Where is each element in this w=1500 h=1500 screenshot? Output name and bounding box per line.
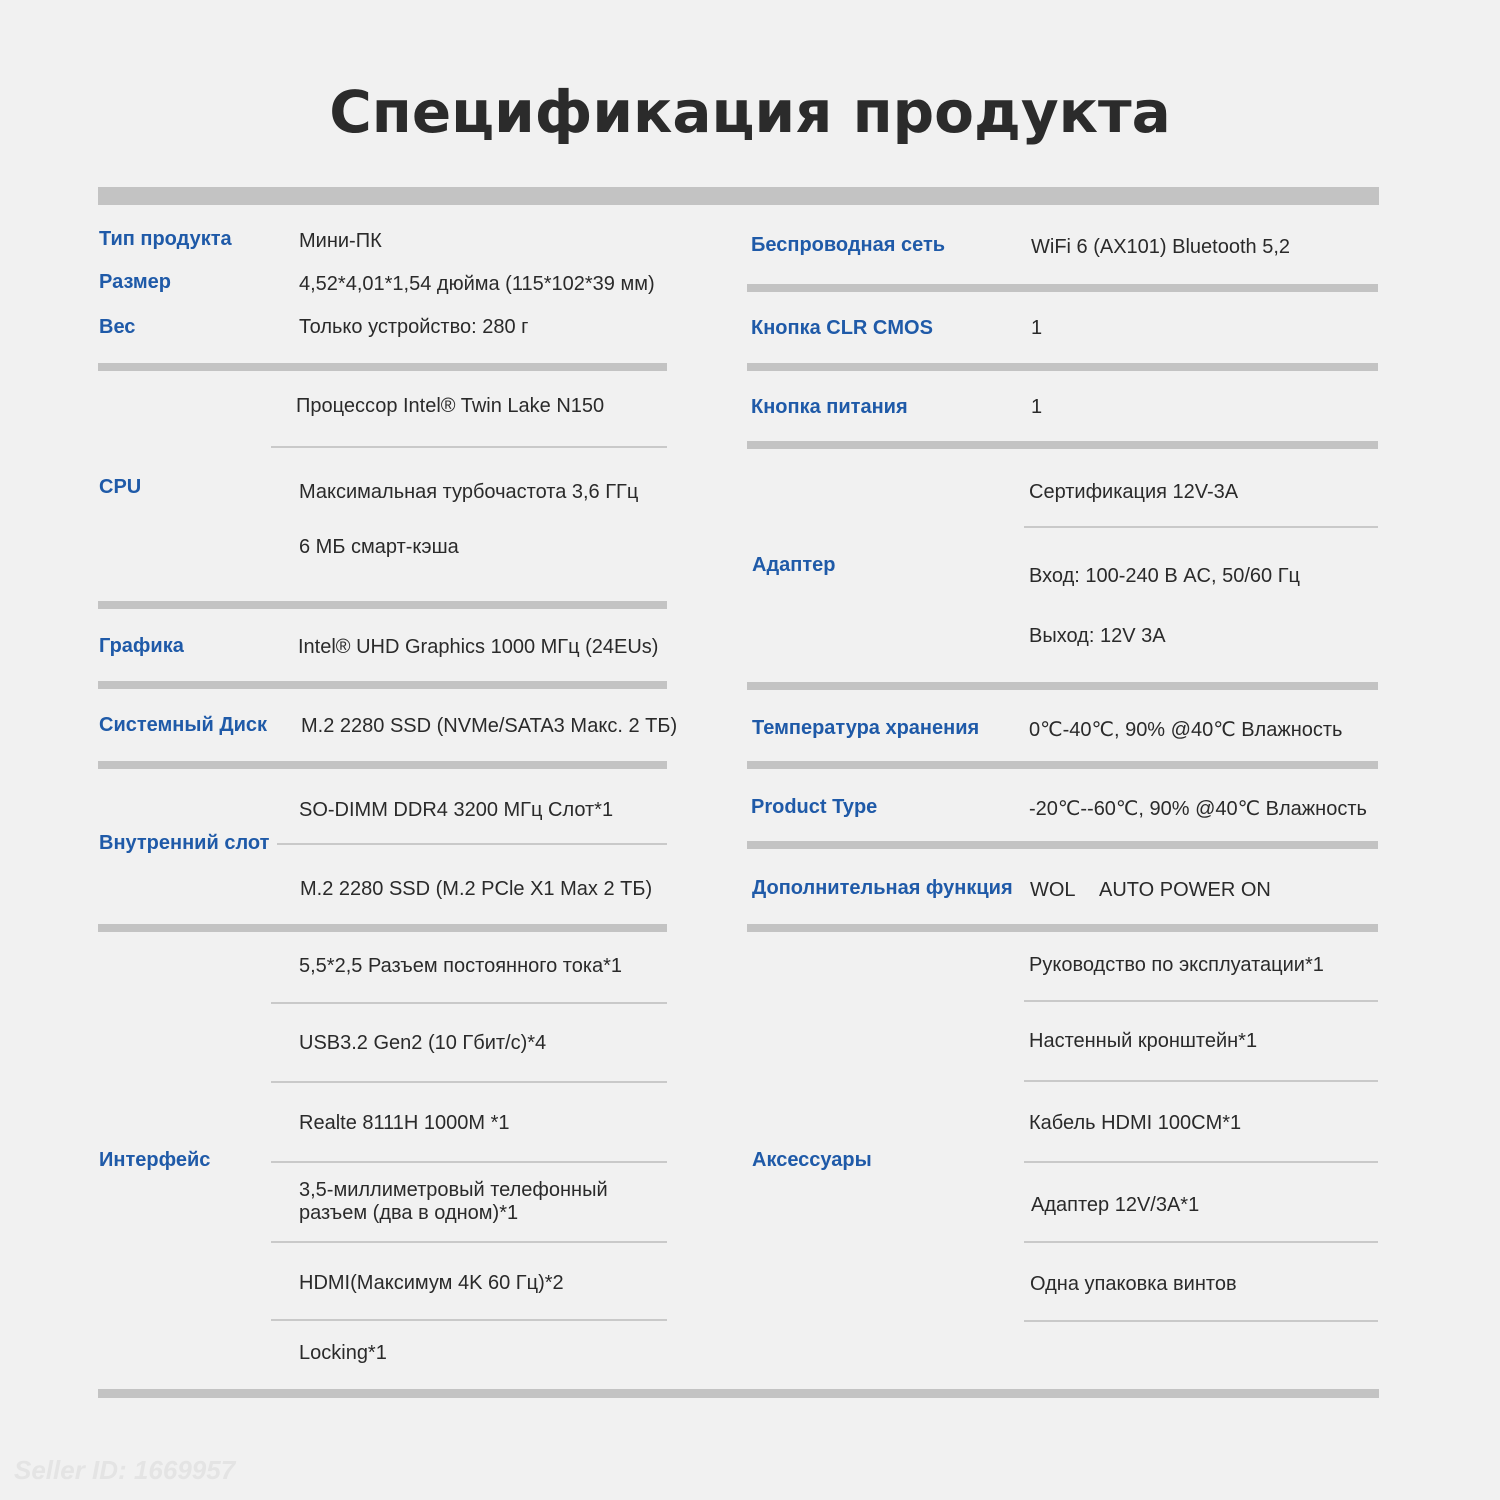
power-button-label: Кнопка питания xyxy=(751,396,908,418)
row-divider xyxy=(98,761,667,769)
sub-divider xyxy=(271,446,667,448)
interface-label: Интерфейс xyxy=(99,1149,211,1171)
adapter-label: Адаптер xyxy=(752,554,836,576)
weight-value: Только устройство: 280 г xyxy=(299,316,529,338)
wireless-value: WiFi 6 (AX101) Bluetooth 5,2 xyxy=(1031,236,1291,258)
clr-cmos-value: 1 xyxy=(1031,317,1043,339)
weight-label: Вес xyxy=(99,316,136,338)
product-type-label: Тип продукта xyxy=(99,228,232,250)
row-divider xyxy=(747,682,1378,690)
internal-slot-value: M.2 2280 SSD (M.2 PCle X1 Max 2 ТБ) xyxy=(300,878,653,900)
accessory-item: Руководство по эксплуатации*1 xyxy=(1029,954,1324,976)
internal-slot-label: Внутренний слот xyxy=(99,832,270,854)
product-type-en-value: -20℃--60℃, 90% @40℃ Влажность xyxy=(1029,798,1367,820)
graphics-label: Графика xyxy=(99,635,184,657)
row-divider xyxy=(747,924,1378,932)
interface-item: 3,5-миллиметровый телефонный разъем (два в одном)*1 xyxy=(299,1179,608,1224)
row-divider xyxy=(98,601,667,609)
sub-divider xyxy=(271,1241,667,1243)
interface-item: HDMI(Максимум 4K 60 Гц)*2 xyxy=(299,1272,564,1294)
interface-item: USB3.2 Gen2 (10 Гбит/с)*4 xyxy=(299,1032,547,1054)
sub-divider xyxy=(271,1161,667,1163)
extra-function-label: Дополнительная функция xyxy=(752,877,1013,899)
size-label: Размер xyxy=(99,271,172,293)
system-disk-value: M.2 2280 SSD (NVMe/SATA3 Макс. 2 ТБ) xyxy=(301,715,678,737)
accessory-item: Одна упаковка винтов xyxy=(1030,1273,1237,1295)
row-divider xyxy=(98,363,667,371)
row-divider xyxy=(747,284,1378,292)
accessory-item: Адаптер 12V/3A*1 xyxy=(1031,1194,1200,1216)
sub-divider xyxy=(1024,1161,1378,1163)
row-divider xyxy=(747,363,1378,371)
product-type-en-label: Product Type xyxy=(751,796,878,818)
storage-temp-label: Температура хранения xyxy=(752,717,980,739)
cpu-value: Максимальная турбочастота 3,6 ГГц xyxy=(299,481,639,503)
internal-slot-value: SO-DIMM DDR4 3200 МГц Слот*1 xyxy=(299,799,614,821)
graphics-value: Intel® UHD Graphics 1000 МГц (24EUs) xyxy=(298,636,659,658)
power-button-value: 1 xyxy=(1031,396,1043,418)
top-divider xyxy=(98,187,1379,205)
system-disk-label: Системный Диск xyxy=(99,714,267,736)
row-divider xyxy=(98,924,667,932)
bottom-divider xyxy=(98,1389,1379,1398)
accessory-item: Настенный кронштейн*1 xyxy=(1029,1030,1258,1052)
sub-divider xyxy=(1024,526,1378,528)
interface-item: Locking*1 xyxy=(299,1342,387,1364)
seller-watermark: Seller ID: 1669957 xyxy=(14,1455,236,1485)
size-value: 4,52*4,01*1,54 дюйма (115*102*39 мм) xyxy=(299,273,655,295)
cpu-label: CPU xyxy=(99,476,142,498)
sub-divider xyxy=(1024,1320,1378,1322)
adapter-value: Выход: 12V 3A xyxy=(1029,625,1166,647)
interface-item: 5,5*2,5 Разъем постоянного тока*1 xyxy=(299,955,623,977)
interface-item: Realte 8111H 1000M *1 xyxy=(299,1112,510,1134)
row-divider xyxy=(98,681,667,689)
adapter-value: Сертификация 12V-3A xyxy=(1029,481,1239,503)
adapter-value: Вход: 100-240 В AC, 50/60 Гц xyxy=(1029,565,1300,587)
row-divider xyxy=(747,441,1378,449)
row-divider xyxy=(747,761,1378,769)
extra-function-value: WOL xyxy=(1030,879,1076,901)
sub-divider xyxy=(271,1002,667,1004)
sub-divider xyxy=(1024,1080,1378,1082)
storage-temp-value: 0℃-40℃, 90% @40℃ Влажность xyxy=(1029,719,1343,741)
clr-cmos-label: Кнопка CLR CMOS xyxy=(751,317,933,339)
sub-divider xyxy=(1024,1241,1378,1243)
sub-divider xyxy=(277,843,667,845)
wireless-label: Беспроводная сеть xyxy=(751,234,946,256)
page-title: Спецификация продукта xyxy=(329,78,1171,146)
sub-divider xyxy=(271,1319,667,1321)
sub-divider xyxy=(271,1081,667,1083)
cpu-value: Процессор Intel® Twin Lake N150 xyxy=(296,395,605,417)
sub-divider xyxy=(1024,1000,1378,1002)
extra-function-value: AUTO POWER ON xyxy=(1099,879,1271,901)
accessories-label: Аксессуары xyxy=(752,1149,872,1171)
row-divider xyxy=(747,841,1378,849)
product-type-value: Мини-ПК xyxy=(299,230,382,252)
cpu-value: 6 МБ смарт-кэша xyxy=(299,536,459,558)
accessory-item: Кабель HDMI 100CM*1 xyxy=(1029,1112,1242,1134)
